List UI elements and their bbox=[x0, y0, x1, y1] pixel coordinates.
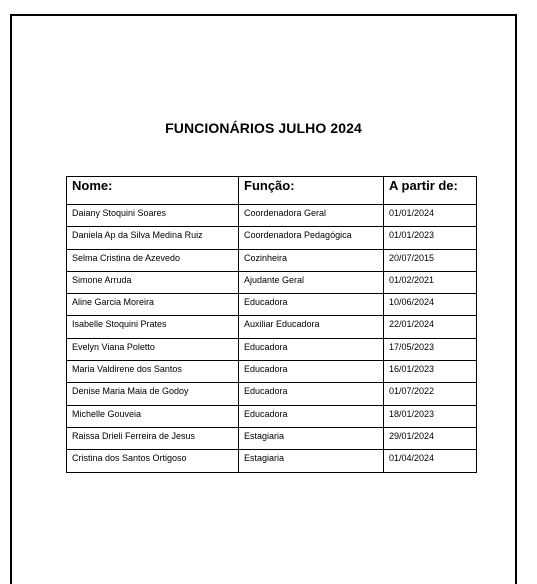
cell-name: Denise Maria Maia de Godoy bbox=[67, 383, 239, 405]
cell-name: Daiany Stoquini Soares bbox=[67, 205, 239, 227]
cell-name: Cristina dos Santos Ortigoso bbox=[67, 450, 239, 472]
cell-start-date: 20/07/2015 bbox=[384, 249, 477, 271]
cell-role: Educadora bbox=[239, 361, 384, 383]
cell-name: Evelyn Viana Poletto bbox=[67, 338, 239, 360]
cell-start-date: 29/01/2024 bbox=[384, 427, 477, 449]
table-header-row bbox=[67, 177, 477, 205]
cell-role: Coordenadora Geral bbox=[239, 205, 384, 227]
table-row bbox=[67, 227, 477, 249]
cell-name: Maria Valdirene dos Santos bbox=[67, 361, 239, 383]
cell-name: Michelle Gouveia bbox=[67, 405, 239, 427]
table-row bbox=[67, 405, 477, 427]
table-row bbox=[67, 383, 477, 405]
table-row bbox=[67, 271, 477, 293]
staff-table bbox=[66, 176, 477, 473]
cell-start-date: 10/06/2024 bbox=[384, 294, 477, 316]
cell-name: Aline Garcia Moreira bbox=[67, 294, 239, 316]
table-row bbox=[67, 294, 477, 316]
table-row bbox=[67, 361, 477, 383]
cell-start-date: 01/07/2022 bbox=[384, 383, 477, 405]
cell-role: Estagiaria bbox=[239, 450, 384, 472]
cell-role: Educadora bbox=[239, 338, 384, 360]
cell-role: Educadora bbox=[239, 405, 384, 427]
cell-role: Educadora bbox=[239, 294, 384, 316]
table-row bbox=[67, 338, 477, 360]
cell-start-date: 22/01/2024 bbox=[384, 316, 477, 338]
table-row bbox=[67, 427, 477, 449]
cell-role: Auxiliar Educadora bbox=[239, 316, 384, 338]
cell-role: Cozinheira bbox=[239, 249, 384, 271]
cell-name: Selma Cristina de Azevedo bbox=[67, 249, 239, 271]
header-name: Nome: bbox=[67, 177, 239, 205]
table-row bbox=[67, 205, 477, 227]
cell-name: Isabelle Stoquini Prates bbox=[67, 316, 239, 338]
table-row bbox=[67, 316, 477, 338]
cell-start-date: 01/01/2024 bbox=[384, 205, 477, 227]
cell-start-date: 17/05/2023 bbox=[384, 338, 477, 360]
cell-name: Simone Arruda bbox=[67, 271, 239, 293]
cell-role: Coordenadora Pedagógica bbox=[239, 227, 384, 249]
cell-start-date: 18/01/2023 bbox=[384, 405, 477, 427]
header-start-date: A partir de: bbox=[384, 177, 477, 205]
cell-role: Ajudante Geral bbox=[239, 271, 384, 293]
table-row bbox=[67, 249, 477, 271]
cell-start-date: 01/01/2023 bbox=[384, 227, 477, 249]
cell-name: Daniela Ap da Silva Medina Ruiz bbox=[67, 227, 239, 249]
document-title: FUNCIONÁRIOS JULHO 2024 bbox=[165, 120, 362, 136]
document-page bbox=[10, 14, 517, 584]
cell-start-date: 16/01/2023 bbox=[384, 361, 477, 383]
cell-name: Raissa Drieli Ferreira de Jesus bbox=[67, 427, 239, 449]
cell-start-date: 01/02/2021 bbox=[384, 271, 477, 293]
cell-role: Educadora bbox=[239, 383, 384, 405]
cell-role: Estagiaria bbox=[239, 427, 384, 449]
table-row bbox=[67, 450, 477, 472]
cell-start-date: 01/04/2024 bbox=[384, 450, 477, 472]
header-role: Função: bbox=[239, 177, 384, 205]
